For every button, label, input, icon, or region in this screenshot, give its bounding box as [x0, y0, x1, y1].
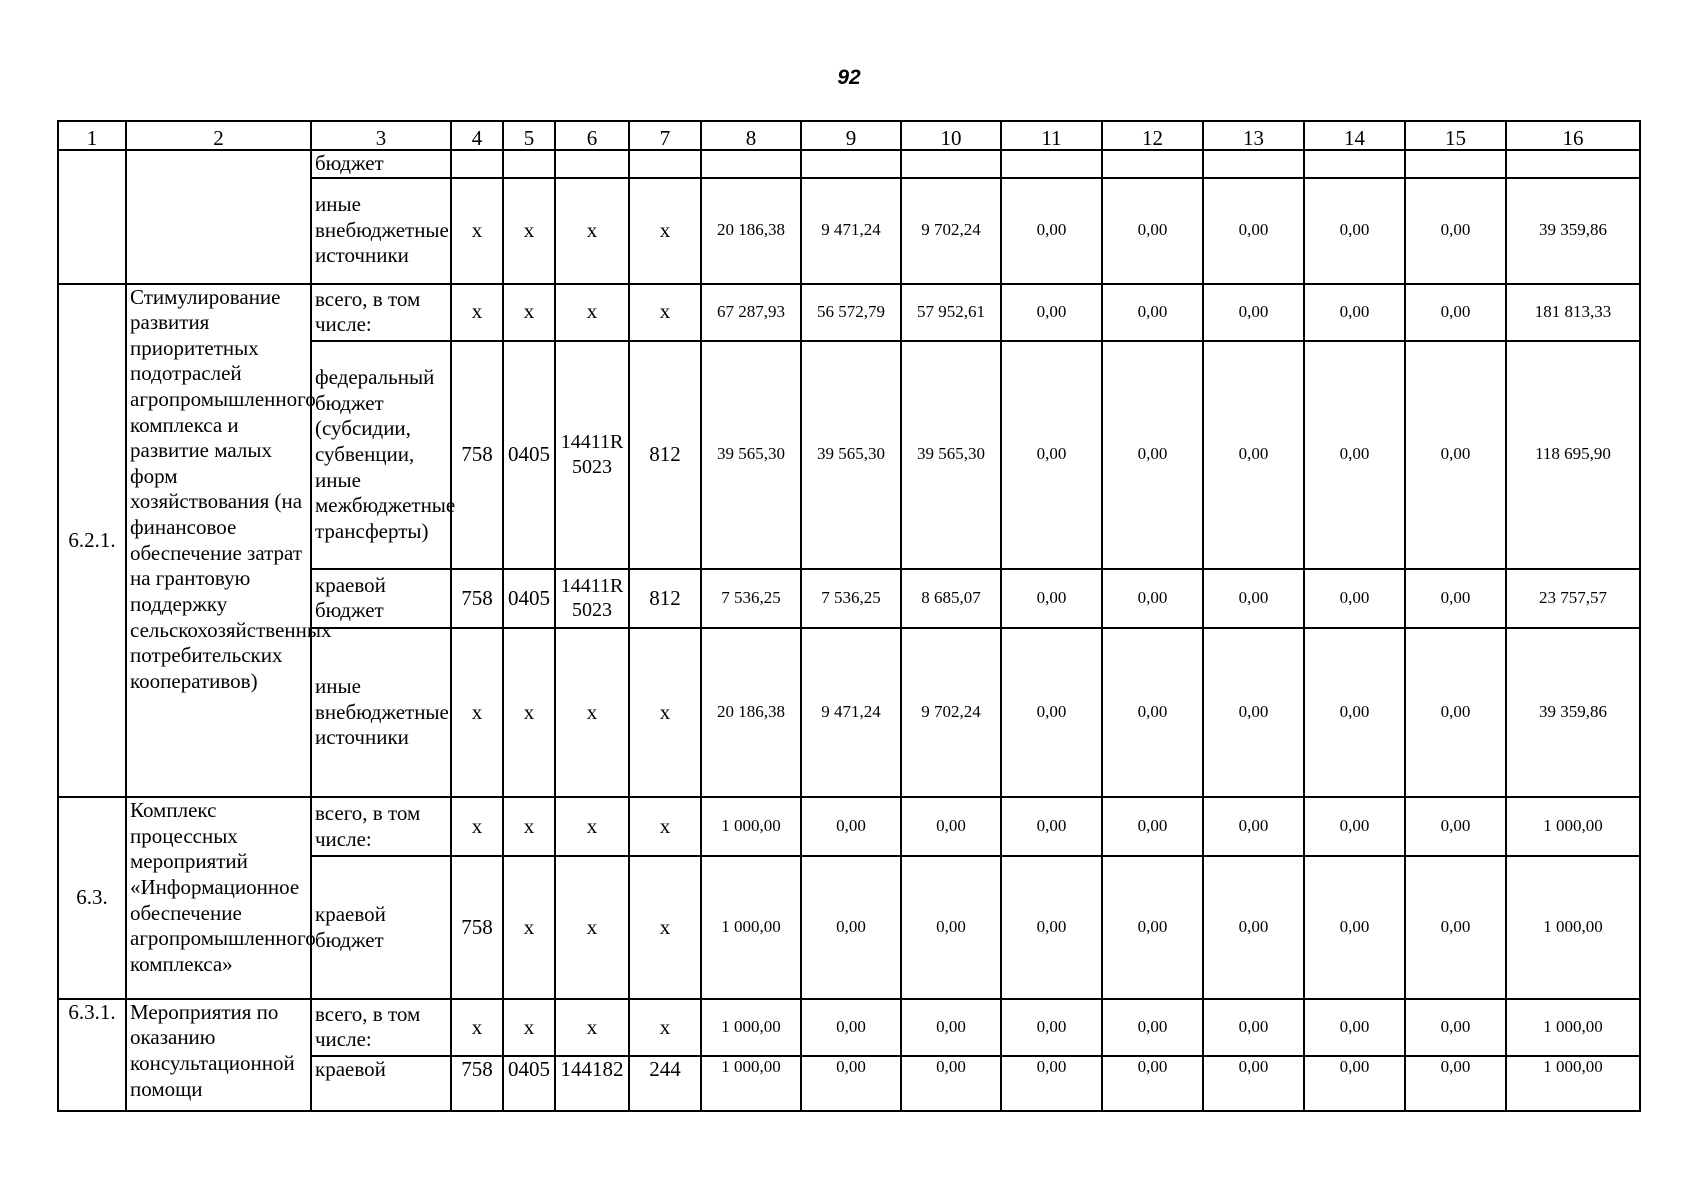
value-cell: 0,00 [1405, 628, 1506, 797]
value-cell: 181 813,33 [1506, 284, 1640, 341]
cell-grbs: 758 [451, 341, 503, 569]
value-cell: 0,00 [801, 999, 901, 1056]
cell-vr: 244 [629, 1056, 701, 1111]
value-cell: 1 000,00 [701, 797, 801, 856]
row-name-empty [126, 150, 311, 284]
value-cell: 0,00 [801, 856, 901, 999]
value-cell: 0,00 [1102, 628, 1203, 797]
cell-csr: 14411R 5023 [555, 569, 629, 628]
funding-source: иные внебюджетные источники [311, 628, 451, 797]
value-cell: 23 757,57 [1506, 569, 1640, 628]
header-cell: 6 [555, 121, 629, 150]
header-cell: 16 [1506, 121, 1640, 150]
value-cell: 0,00 [1304, 797, 1405, 856]
value-cell: 0,00 [1203, 284, 1304, 341]
header-cell: 5 [503, 121, 555, 150]
funding-source: всего, в том числе: [311, 999, 451, 1056]
value-cell: 0,00 [1102, 999, 1203, 1056]
cell-csr: x [555, 856, 629, 999]
value-cell: 0,00 [1203, 999, 1304, 1056]
header-cell: 2 [126, 121, 311, 150]
cell-vr: x [629, 628, 701, 797]
cell-rzpr: x [503, 284, 555, 341]
table-row [58, 284, 1640, 341]
cell-rzpr: x [503, 178, 555, 284]
header-cell: 14 [1304, 121, 1405, 150]
value-cell: 39 565,30 [801, 341, 901, 569]
cell-grbs: 758 [451, 569, 503, 628]
cell-rzpr: 0405 [503, 341, 555, 569]
row-number-empty [58, 150, 126, 284]
cell-csr: x [555, 178, 629, 284]
cell-csr: x [555, 999, 629, 1056]
cell-rzpr: 0405 [503, 1056, 555, 1111]
measure-name: Комплекс процессных мероприятий «Информационное обеспечение агропромышленного комплекса» [126, 797, 311, 999]
cell-grbs: x [451, 999, 503, 1056]
header-cell: 11 [1001, 121, 1102, 150]
value-cell: 0,00 [1001, 284, 1102, 341]
cell-grbs: 758 [451, 1056, 503, 1111]
value-cell: 0,00 [1203, 341, 1304, 569]
value-cell: 0,00 [1304, 856, 1405, 999]
cell-csr: x [555, 628, 629, 797]
value-cell: 7 536,25 [701, 569, 801, 628]
cell-vr: x [629, 284, 701, 341]
value-cell: 1 000,00 [1506, 856, 1640, 999]
header-cell: 7 [629, 121, 701, 150]
value-cell: 1 000,00 [1506, 999, 1640, 1056]
row-number: 6.3. [58, 797, 126, 999]
value-cell: 7 536,25 [801, 569, 901, 628]
value-cell: 0,00 [801, 797, 901, 856]
value-cell: 0,00 [901, 856, 1001, 999]
value-cell: 0,00 [1203, 1056, 1304, 1111]
table-row [58, 150, 1640, 178]
cell-csr: x [555, 284, 629, 341]
value-cell: 0,00 [1304, 284, 1405, 341]
value-cell: 1 000,00 [701, 999, 801, 1056]
header-cell: 10 [901, 121, 1001, 150]
value-cell: 20 186,38 [701, 628, 801, 797]
value-cell: 1 000,00 [1506, 797, 1640, 856]
table-row [58, 999, 1640, 1056]
value-cell: 39 565,30 [701, 341, 801, 569]
value-cell: 0,00 [1001, 569, 1102, 628]
cell-rzpr: 0405 [503, 569, 555, 628]
value-cell: 8 685,07 [901, 569, 1001, 628]
cell-vr: x [629, 797, 701, 856]
value-cell: 1 000,00 [701, 1056, 801, 1111]
value-cell: 0,00 [1001, 628, 1102, 797]
budget-table [57, 120, 1641, 1112]
cell-grbs: x [451, 797, 503, 856]
funding-source: иные внебюджетные источники [311, 178, 451, 284]
value-cell: 0,00 [1203, 178, 1304, 284]
value-cell: 0,00 [1203, 856, 1304, 999]
header-cell: 9 [801, 121, 901, 150]
value-cell: 56 572,79 [801, 284, 901, 341]
value-cell: 0,00 [1001, 856, 1102, 999]
cell-vr: x [629, 999, 701, 1056]
value-cell: 0,00 [1405, 569, 1506, 628]
value-cell: 0,00 [1102, 856, 1203, 999]
cell-vr: x [629, 178, 701, 284]
cell-grbs: 758 [451, 856, 503, 999]
value-cell: 9 471,24 [801, 628, 901, 797]
value-cell: 39 565,30 [901, 341, 1001, 569]
value-cell: 0,00 [1405, 341, 1506, 569]
value-cell: 0,00 [1203, 569, 1304, 628]
value-cell: 0,00 [1001, 1056, 1102, 1111]
value-cell: 0,00 [1102, 569, 1203, 628]
value-cell: 57 952,61 [901, 284, 1001, 341]
cell-csr: 144182 [555, 1056, 629, 1111]
value-cell: 39 359,86 [1506, 628, 1640, 797]
page-number: 92 [837, 66, 861, 89]
header-cell: 12 [1102, 121, 1203, 150]
value-cell: 0,00 [1405, 1056, 1506, 1111]
value-cell: 0,00 [1001, 341, 1102, 569]
cell-rzpr: x [503, 999, 555, 1056]
measure-name: Стимулирование развития приоритетных подотраслей агропромышленного комплекса и развитие малых форм хозяйствования (на финансовое обеспечение затрат на грантовую поддержку сельскохозяйственных потребительских кооперативов) [126, 284, 311, 798]
cell-vr: 812 [629, 569, 701, 628]
cell-csr: 14411R 5023 [555, 341, 629, 569]
value-cell: 67 287,93 [701, 284, 801, 341]
funding-source: бюджет [311, 150, 451, 178]
measure-name: Мероприятия по оказанию консультационной помощи [126, 999, 311, 1111]
cell-grbs: x [451, 628, 503, 797]
value-cell: 0,00 [1405, 284, 1506, 341]
header-cell: 1 [58, 121, 126, 150]
header-row [58, 121, 1640, 150]
value-cell: 0,00 [901, 797, 1001, 856]
value-cell: 0,00 [1405, 797, 1506, 856]
value-cell: 9 471,24 [801, 178, 901, 284]
funding-source: краевой [311, 1056, 451, 1111]
value-cell: 9 702,24 [901, 178, 1001, 284]
funding-source: краевой бюджет [311, 856, 451, 999]
header-cell: 15 [1405, 121, 1506, 150]
cell-vr: x [629, 856, 701, 999]
row-number: 6.2.1. [58, 284, 126, 798]
value-cell: 0,00 [1001, 797, 1102, 856]
cell-rzpr: x [503, 628, 555, 797]
cell-grbs: x [451, 178, 503, 284]
cell-rzpr: x [503, 856, 555, 999]
value-cell: 0,00 [1001, 178, 1102, 284]
value-cell: 0,00 [1102, 341, 1203, 569]
value-cell: 0,00 [1304, 1056, 1405, 1111]
row-number: 6.3.1. [58, 999, 126, 1111]
cell-grbs: x [451, 284, 503, 341]
funding-source: всего, в том числе: [311, 797, 451, 856]
value-cell: 0,00 [801, 1056, 901, 1111]
value-cell: 20 186,38 [701, 178, 801, 284]
value-cell: 0,00 [901, 999, 1001, 1056]
value-cell: 0,00 [1405, 999, 1506, 1056]
cell-vr: 812 [629, 341, 701, 569]
value-cell: 1 000,00 [1506, 1056, 1640, 1111]
value-cell: 0,00 [1304, 178, 1405, 284]
value-cell: 0,00 [1304, 341, 1405, 569]
funding-source: краевой бюджет [311, 569, 451, 628]
value-cell: 0,00 [1405, 178, 1506, 284]
value-cell: 0,00 [1001, 999, 1102, 1056]
value-cell: 0,00 [1203, 628, 1304, 797]
value-cell: 0,00 [1304, 569, 1405, 628]
funding-source: всего, в том числе: [311, 284, 451, 341]
value-cell: 118 695,90 [1506, 341, 1640, 569]
value-cell: 0,00 [1203, 797, 1304, 856]
header-cell: 13 [1203, 121, 1304, 150]
value-cell: 39 359,86 [1506, 178, 1640, 284]
cell-csr: x [555, 797, 629, 856]
value-cell: 0,00 [1405, 856, 1506, 999]
value-cell: 1 000,00 [701, 856, 801, 999]
value-cell: 0,00 [1102, 178, 1203, 284]
value-cell: 0,00 [1304, 999, 1405, 1056]
value-cell: 0,00 [901, 1056, 1001, 1111]
value-cell: 0,00 [1102, 284, 1203, 341]
header-cell: 3 [311, 121, 451, 150]
value-cell: 9 702,24 [901, 628, 1001, 797]
value-cell: 0,00 [1102, 1056, 1203, 1111]
funding-source: федеральный бюджет (субсидии, субвенции, иные межбюджетные трансферты) [311, 341, 451, 569]
header-cell: 4 [451, 121, 503, 150]
value-cell: 0,00 [1102, 797, 1203, 856]
cell-rzpr: x [503, 797, 555, 856]
value-cell: 0,00 [1304, 628, 1405, 797]
header-cell: 8 [701, 121, 801, 150]
table-row [58, 797, 1640, 856]
